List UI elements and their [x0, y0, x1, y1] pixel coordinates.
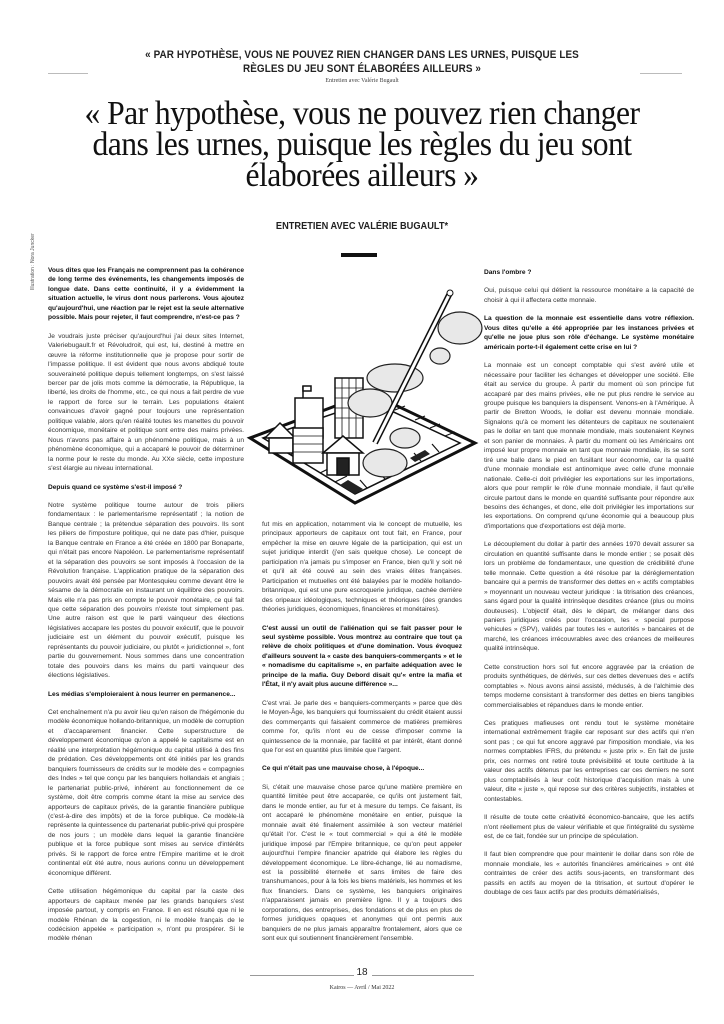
interview-question: Ce qui n'était pas une mauvaise chose, à l'époque... [262, 765, 425, 773]
kicker [0, 48, 724, 77]
buildings-icon [265, 378, 363, 475]
interview-answer: Notre système politique tourne autour de trois piliers fondamentaux : le parlementarisme représentatif ; la notion de Banque centrale ; la prétendue séparation des pouvoirs. Ils sont les piliers de l'imposture politique, qui ne date pas d'hier, puisque la Banque centrale en France a été créée en 1800 par Bonaparte, qui n'était pas encore Napoléon. Le parlementarisme représentatif et la séparation des pouvoirs se sont imposés à l'occasion de la Révolution française. L'application pratique de la séparation des pouvoirs avait été pensée par Montesquieu comme devant être le sésame de la démocratie en instaurant un équilibre des pouvoirs. Mais elle n'a pas pris en compte le pouvoir monétaire, ce qui fait que cette séparation des pouvoirs n'existe tout simplement pas. Une autre raison est que le parti vainqueur des élections législatives accapare les postes du pouvoir exécutif, que le pouvoir judiciaire est un élément du pouvoir exécutif, puisque les représentants du pouvoir judiciaire, ou plutôt « juridictionnel », font partie du gouvernement. Nous sommes dans une concentration totale des pouvoirs dans les mains du parti vainqueur des élections législatives. [48, 501, 244, 680]
illustration-credit: Illustration : Nora Juncker [30, 233, 36, 290]
interview-answer: La monnaie est un concept comptable qui s'est avéré utile et nécessaire pour faciliter les échanges et développer une société. Elle était au service du groupe. À partir du moment où son principe fut accaparé par des mains privées, elle ne put plus rendre le service au groupe puisque les banquiers la dispensent. Venons-en à l'Amérique. À partir de Bretton Woods, le dollar est devenu monnaie mondiale. Signalons qu'à ce moment les détenteurs de capitaux ne soutenaient pas le dollar en tant que monnaie mondiale, mais soutenaient Keynes et son panier de monnaies. À partir du moment où les Américains ont imposé leur propre monnaie en tant que monnaie mondiale, ils se sont tiré une balle dans le pied en fusillant leur économie, car la qualité d'une monnaie mondiale est antinomique avec celle d'une monnaie nationale. Celle-ci doit privilégier les exportations sur les importations, alors que pour remplir le rôle d'une monnaie mondiale, il faut qu'elle circule partout dans le monde en quantité suffisante pour répondre aux besoins des échanges, et donc, elle doit privilégier les importations sur les exportations. On comprend qu'une économie qui a beaucoup plus d'importations que d'exportations est déjà morte. [484, 362, 694, 530]
kicker-text: « PAR HYPOTHÈSE, VOUS NE POUVEZ RIEN CHANGER DANS LES URNES, PUISQUE LES RÈGLES DU JEU SONT ÉLABORÉES AILLEURS » [145, 49, 579, 75]
interview-question: La question de la monnaie est essentielle dans votre réflexion. Vous dites qu'elle a été appropriée par les instances privées et qu'elle ne joue plus son rôle d'échange. Le système monétaire américain porte-t-il également cette crise en lui ? [484, 315, 694, 351]
interview-answer: Il résulte de toute cette créativité économico-bancaire, que les actifs n'ont réellement plus de valeur vérifiable et que l'intégralité du système est, de ce fait, fondée sur un principe de spéculation. [484, 814, 694, 841]
kicker-subtitle: Entretien avec Valérie Bugault [325, 78, 399, 84]
interview-answer: Cette construction hors sol fut encore aggravée par la création de produits synthétiques, de dérivés, sur ces dettes devenues des « actifs comptables ». Nous avons ainsi assisté, médusés, à de l'alchimie des temps moderne consistant à transformer des dettes en biens tangibles commercialisables et répandues dans le monde entier. [484, 663, 694, 709]
interview-answer: Si, c'était une mauvaise chose parce qu'une matière première en quantité limitée peut être accaparée, ce qu'ils ont justement fait, dans le monde entier, au fur et à mesure du temps. Ce faisant, ils ont accaparé le phénomène monétaire en entier, puisque la monnaie avait été finalement assimilée à son vecteur matériel qu'était l'or. C'est le « tout commercial » qui a été le modèle juridique imposé par l'Empire britannique, ce qu'on peut appeler aujourd'hui l'empire financier apatride qui élabore les règles du développement économique. Le libre-échange, lié au nomadisme, est la possibilité éternelle et sans limites de faire des transhumances, pour à la fois les biens matériels, les hommes et les flux financiers. Dans ce système, les banquiers originaires n'apparaissent jamais en première ligne. Il y a toujours des corporations, des entreprises, des fondations et de plus en plus de formes juridiques opaques et anonymes qui ont permis aux banquiers de ne plus jamais apparaître frontalement, alors que ce sont eux qui soutiennent financièrement l'ensemble. [262, 783, 462, 943]
footer-publication: Kairos — Avril / Mai 2022 [329, 985, 395, 991]
interview-answer: Je voudrais juste préciser qu'aujourd'hui j'ai deux sites Internet, Valeriebugault.fr et Révoludroit, qui est, lui, destiné à mettre en œuvre la réforme institutionnelle que je propose pour sortir de l'impasse politique. Il est évident que nous avons abdiqué toute souveraineté politique depuis tellement longtemps, on s'est laissé bercer par de jolis mots comme la démocratie, la République, la liberté, les droits de l'homme, etc., ce qui nous a fait perdre de vue le rapport de force sur le terrain. Les populations étaient convaincues d'avoir gagné pour toujours une représentation politique valable, alors qu'en réalité toutes les manettes du pouvoir économique, monétaire et politique sont entre des mains privées. Nous n'avons pas affaire à un phénomène politique, mais à un phénomène économique, qui a accaparé le pouvoir de déterminer la norme pour le reste du monde. Au XXe siècle, cette imposture s'est élargie au niveau international. [48, 332, 244, 473]
interview-answer: fut mis en application, notamment via le concept de mutuelle, les principaux apporteurs de capitaux ont tout fait, en France, pour empêcher la mise en œuvre légale de la participation, qui est un sujet juridique interdit (j'en sais quelque chose). Le concept de participation n'a jamais pu s'imposer en France, bien qu'il y soit né et qu'il ait été couvé au sein des vraies élites françaises. Participation et mutuelles ont été balayées par le modèle hollando-britannique, qui est une pure escroquerie juridique, cachée derrière des oripeaux idéologiques, techniques et théoriques (des grandes théories juridiques, économiques, financières et monétaires). [262, 521, 462, 614]
interview-answer: Le découplement du dollar à partir des années 1970 devait assurer sa circulation en quantité suffisante dans le monde entier ; se posait dès lors un problème de fondamentaux, une question de crédibilité d'une telle monnaie. Cette question a été résolue par la déréglementation bancaire qui a permis de transformer des dettes en « actifs comptables » moyennant un nouveau vecteur juridique : la titrisation des créances, sans égard pour la qualité intrinsèque desdites créance (plus ou moins douteuses). L'objectif était, dès le départ, de mélanger dans des paniers juridiques créés pour l'occasion, les « special purpose vehicules » (SPV), validés par toutes les « autorités » bancaires et de marché, les créances irrécouvrables avec des créances de meilleures qualité intrinsèque. [484, 541, 694, 653]
interview-answer: Cet enchaînement n'a pu avoir lieu qu'en raison de l'hégémonie du modèle économique hollando-britannique, un modèle de corruption et d'accaparement financier. Cette superstructure de développement économique qu'on a appelé le capitalisme est en réalité une interprétation hégémonique du capital utilisé à des fins de prédation. Ces développements ont été initiés par les grands banquiers fournisseurs de crédits sur le modèle des « compagnies des Indes » tel que conçu par les banquiers hollandais et anglais ; le partenariat public-privé, inhérent au fonctionnement de ce système, doit être compris comme étant la mise au service des apporteurs de capitaux privés, de la garantie financière publique (c'est-à-dire des impôts) et de la force publique. Ce modèle-là représente la quintessence du partenariat public-privé qui prospère de nos jours ; un modèle dans lequel la garantie financière publique et la force publique sont mises au service d'intérêts privés. Si le rapport de force entre l'Empire maritime et le droit continental eût été autre, nous aurions connu un développement économique différent. [48, 709, 244, 877]
interview-question: Les médias s'emploieraient à nous leurrer en permanence... [48, 690, 236, 698]
column-1 [48, 266, 244, 953]
column-3 [484, 268, 694, 907]
page-number: 18 [356, 967, 368, 978]
interview-answer: Oui, puisque celui qui détient la ressource monétaire a la capacité de choisir à qui il affectera cette monnaie. [484, 287, 694, 304]
interview-answer: Ces pratiques mafieuses ont rendu tout le système monétaire international extrêmement fragile car reposant sur des actifs qui n'en sont pas ; ce qui fut encore aggravé par l'imposition mondiale, via les normes comptables IFRS, du prétendu « juste prix ». En fait de juste prix, ces normes ont retiré toute prévisibilité et toute certitude à la valeur des actifs détenus par les entreprises car ces derniers ne sont plus comptabilisés à leur coût historique d'acquisition mais à une valeur, dite « juste », qui repose sur des critères subjectifs, instables et contestables. [484, 720, 694, 803]
page-title: « Par hypothèse, vous ne pouvez rien changer dans les urnes, puisque les règles du jeu sont élaborées ailleurs » [84, 95, 640, 194]
title-divider [341, 253, 377, 257]
column-2 [262, 520, 462, 953]
byline: ENTRETIEN AVEC VALÉRIE BUGAULT* [275, 220, 449, 232]
interview-question: Depuis quand ce système s'est-il imposé ? [48, 483, 183, 491]
interview-answer: Il faut bien comprendre que pour maintenir le dollar dans son rôle de monnaie mondiale, les « autorités financières américaines » ont été contraintes de créer des actifs sous-jacents, en transformant des passifs en actifs au moyen de la titrisation, et surtout d'opérer le doublage de ces faux actifs par des produits dématérialisés, [484, 851, 694, 897]
interview-question: Vous dites que les Français ne comprennent pas la cohérence de long terme des événements, les changements imposés de longue date. Dans cette continuité, il y a évidemment la situation actuelle, le virus dont nous parlerons. Vous ajoutez qu'aujourd'hui, une réaction par le rejet est la seule alternative possible. Mais pour rejeter, il faut comprendre, n'est-ce pas ? [48, 267, 244, 322]
interview-question: C'est aussi un outil de l'aliénation qui se fait passer pour le seul système possible. Vous montrez au contraire que tout ça relève de choix politiques et d'une domination. Vous évoquez d'ailleurs souvent la « caste des banquiers-commerçants » et le « nomadisme du capitalisme », en parfaite adéquation avec le principe de la mafia. Guy Debord disait qu'« entre la mafia et l'État, il n'y avait plus aucune différence »... [262, 624, 462, 689]
interview-question: Dans l'ombre ? [484, 269, 532, 276]
interview-answer: Cette utilisation hégémonique du capital par la caste des apporteurs de capitaux menée par les grands banquiers s'est imposée partout, y compris en France. Il en est résulté que ni le modèle Rhénan de la cogestion, ni le modèle français de le codécision appelée « participation », n'ont pu prospérer. Si le modèle rhénan [48, 888, 244, 943]
interview-answer: C'est vrai. Je parle des « banquiers-commerçants » parce que dès le Moyen-Âge, les banquiers qui fournissaient du crédit étaient aussi des commerçants qui faisaient commerce de matières premières comme l'or, qu'ils n'ont eu de cesse d'imposer comme la quintessence de la monnaie, par facilité et par intérêt, étant donné que l'or est en quantité plus limitée que l'argent. [262, 699, 462, 754]
illustration-monopoly-board [245, 268, 490, 513]
